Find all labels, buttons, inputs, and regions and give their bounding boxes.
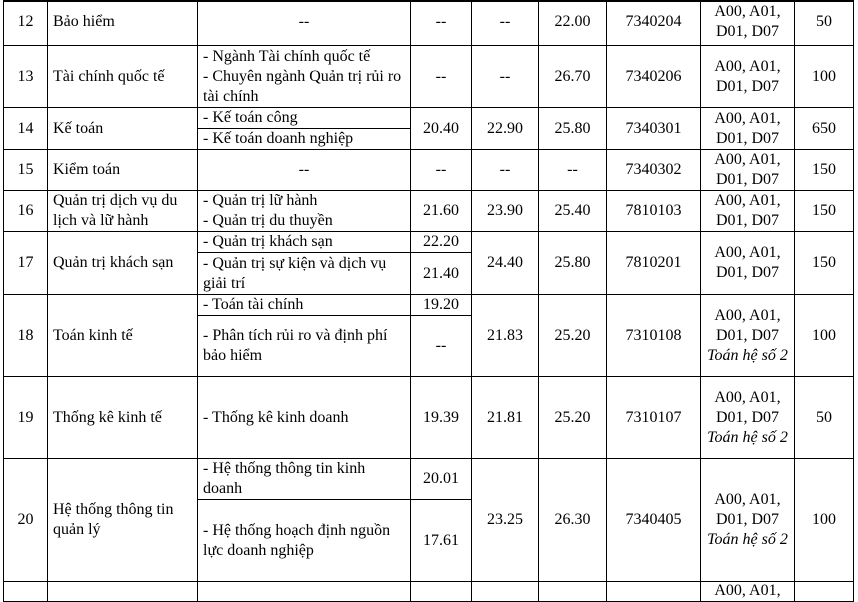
- score-2019: 19.20: [411, 295, 472, 316]
- score-2019: 19.39: [411, 377, 472, 459]
- row-number: 17: [4, 232, 48, 295]
- specialization: - Toán tài chính: [198, 295, 411, 316]
- score-2017: 25.40: [539, 191, 607, 232]
- specialization: - Phân tích rủi ro và định phí bảo hiểm: [198, 316, 411, 377]
- admission-table: [3, 0, 854, 602]
- empty-cell: [539, 582, 607, 602]
- major-code: 7340405: [607, 459, 701, 582]
- score-2017: 26.70: [539, 46, 607, 108]
- subject-combination: [701, 108, 795, 150]
- table-row: [4, 377, 854, 459]
- table-row: [4, 232, 854, 253]
- score-2018: 24.40: [472, 232, 539, 295]
- specialization: - Kế toán công: [198, 108, 411, 129]
- quota: 150: [795, 191, 854, 232]
- quota: 50: [795, 0, 854, 46]
- major-code: 7810103: [607, 191, 701, 232]
- score-2018: --: [472, 0, 539, 46]
- score-2018: 22.90: [472, 108, 539, 150]
- major-name: Quản trị khách sạn: [48, 232, 198, 295]
- score-2019: --: [411, 0, 472, 46]
- quota: 650: [795, 108, 854, 150]
- subject-combination: [701, 191, 795, 232]
- score-2018: --: [472, 150, 539, 191]
- subject-combination: A00, A01,: [701, 582, 795, 602]
- table-row: [4, 191, 854, 232]
- score-2018: 21.83: [472, 295, 539, 377]
- major-code: 7340206: [607, 46, 701, 108]
- empty-cell: [4, 582, 48, 602]
- subject-combination-text: A00, A01, D01, D07: [714, 491, 781, 528]
- major-name: Toán kinh tế: [48, 295, 198, 377]
- specialization: - Quản trị khách sạn: [198, 232, 411, 253]
- score-2019: 22.20: [411, 232, 472, 253]
- major-name: Bảo hiểm: [48, 0, 198, 46]
- empty-cell: [607, 582, 701, 602]
- score-2019: 21.60: [411, 191, 472, 232]
- major-name: Tài chính quốc tế: [48, 46, 198, 108]
- specialization: - Quản trị sự kiện và dịch vụ giải trí: [198, 253, 411, 295]
- quota: 150: [795, 232, 854, 295]
- specialization: --: [198, 0, 411, 46]
- subject-combination-text: A00, A01, D01, D07: [714, 57, 781, 95]
- quota: 100: [795, 295, 854, 377]
- score-2017: 26.30: [539, 459, 607, 582]
- major-code: 7810201: [607, 232, 701, 295]
- subject-combination: [701, 459, 795, 582]
- table-row: [4, 295, 854, 316]
- subject-combination-text: A00, A01, D01, D07: [714, 151, 781, 188]
- row-number: 15: [4, 150, 48, 191]
- empty-cell: [198, 582, 411, 602]
- row-number: 18: [4, 295, 48, 377]
- subject-combination: [701, 377, 795, 459]
- major-name: Thống kê kinh tế: [48, 377, 198, 459]
- math-weight-note: Toán hệ số 2: [707, 346, 788, 364]
- score-2018: --: [472, 46, 539, 108]
- subject-combination: [701, 150, 795, 191]
- empty-cell: [48, 582, 198, 602]
- score-2017: 22.00: [539, 0, 607, 46]
- specialization: - Hệ thống thông tin kinh doanh: [198, 459, 411, 500]
- subject-combination: [701, 295, 795, 377]
- math-weight-note: Toán hệ số 2: [707, 428, 788, 446]
- score-2019: --: [411, 46, 472, 108]
- major-name: Hệ thống thông tin quản lý: [48, 459, 198, 582]
- score-2018: 21.81: [472, 377, 539, 459]
- row-number: 12: [4, 0, 48, 46]
- row-number: 20: [4, 459, 48, 582]
- specialization: - Ngành Tài chính quốc tế - Chuyên ngành Quản trị rủi ro tài chính: [198, 46, 411, 108]
- row-number: 13: [4, 46, 48, 108]
- score-2017: 25.20: [539, 295, 607, 377]
- row-number: 19: [4, 377, 48, 459]
- score-2019: 17.61: [411, 500, 472, 582]
- table-row: [4, 46, 854, 108]
- score-2017: 25.80: [539, 232, 607, 295]
- major-name: Kế toán: [48, 108, 198, 150]
- subject-combination-text: A00, A01, D01, D07: [714, 388, 781, 426]
- subject-combination-text: A00, A01, D01, D07: [714, 109, 781, 147]
- subject-combination: [701, 0, 795, 46]
- score-2019: 20.40: [411, 108, 472, 150]
- specialization: - Quản trị lữ hành - Quản trị du thuyền: [198, 191, 411, 232]
- major-code: 7310108: [607, 295, 701, 377]
- quota: 150: [795, 150, 854, 191]
- table-body: [4, 0, 854, 602]
- subject-combination-text: A00, A01, D01, D07: [714, 3, 781, 40]
- subject-combination-text: A00, A01, D01, D07: [714, 192, 781, 229]
- empty-cell: [411, 582, 472, 602]
- specialization: - Kế toán doanh nghiệp: [198, 129, 411, 150]
- score-2018: 23.25: [472, 459, 539, 582]
- quota: 100: [795, 459, 854, 582]
- empty-cell: [472, 582, 539, 602]
- quota: 100: [795, 46, 854, 108]
- table-row: [4, 0, 854, 46]
- specialization: --: [198, 150, 411, 191]
- major-code: 7340302: [607, 150, 701, 191]
- table-row: [4, 150, 854, 191]
- score-2017: 25.20: [539, 377, 607, 459]
- subject-combination: [701, 46, 795, 108]
- quota: 50: [795, 377, 854, 459]
- score-2019: 21.40: [411, 253, 472, 295]
- major-code: 7340301: [607, 108, 701, 150]
- math-weight-note: Toán hệ số 2: [707, 531, 788, 548]
- major-code: 7310107: [607, 377, 701, 459]
- score-2019: 20.01: [411, 459, 472, 500]
- major-name: Quản trị dịch vụ du lịch và lữ hành: [48, 191, 198, 232]
- score-2018: 23.90: [472, 191, 539, 232]
- score-2017: --: [539, 150, 607, 191]
- specialization: - Hệ thống hoạch định nguồn lực doanh nghiệp: [198, 500, 411, 582]
- table-row: [4, 108, 854, 129]
- table-row: [4, 459, 854, 500]
- major-code: 7340204: [607, 0, 701, 46]
- score-2019: --: [411, 150, 472, 191]
- major-name: Kiểm toán: [48, 150, 198, 191]
- row-number: 16: [4, 191, 48, 232]
- subject-combination-text: A00, A01, D01, D07: [714, 244, 781, 281]
- subject-combination-text: A00, A01, D01, D07: [714, 306, 781, 344]
- empty-cell: [795, 582, 854, 602]
- score-2017: 25.80: [539, 108, 607, 150]
- row-number: 14: [4, 108, 48, 150]
- table-row-partial: [4, 582, 854, 602]
- subject-combination: [701, 232, 795, 295]
- score-2019: --: [411, 316, 472, 377]
- specialization: - Thống kê kinh doanh: [198, 377, 411, 459]
